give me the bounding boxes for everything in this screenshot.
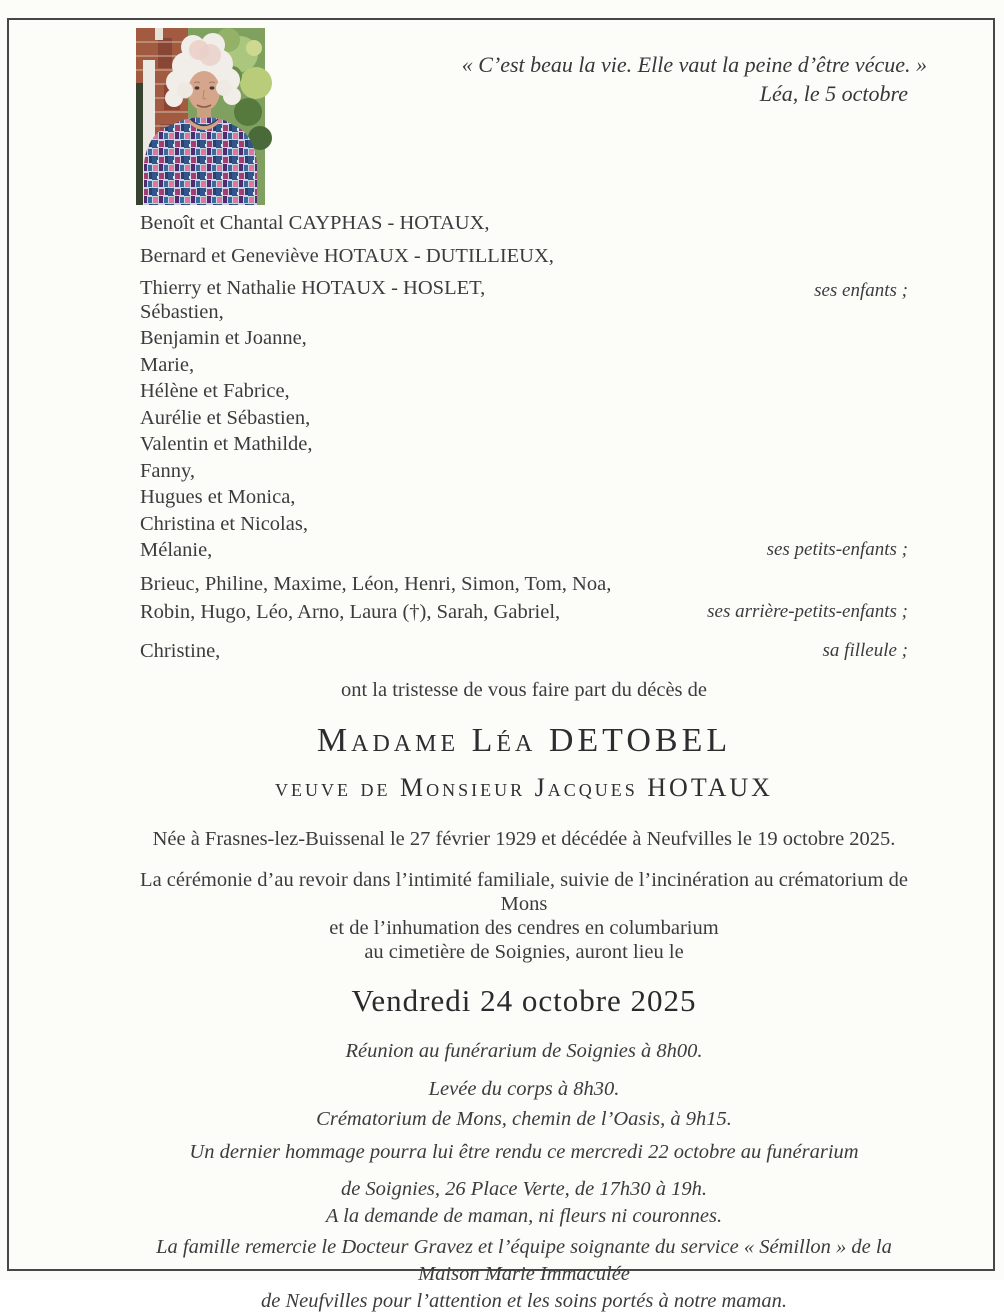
schedule-line: Réunion au funérarium de Soignies à 8h00.: [345, 1040, 703, 1062]
portrait-photo-illustration: [136, 28, 265, 205]
mourner-line: Brieuc, Philine, Maxime, Léon, Henri, Simon, Tom, Noa,: [140, 572, 612, 595]
relation-label-goddaughter: sa filleule ;: [822, 639, 908, 661]
tribute-line: Un dernier hommage pourra lui être rendu ce mercredi 22 octobre au funérarium: [189, 1141, 859, 1163]
mourner-line: Robin, Hugo, Léo, Arno, Laura (†), Sarah, Gabriel,: [140, 600, 561, 623]
mourner-line: Sébastien,: [140, 300, 224, 323]
tribute-line: A la demande de maman, ni fleurs ni couronnes.: [325, 1205, 723, 1227]
ceremony-paragraph: [140, 868, 908, 964]
children-group: [140, 207, 908, 305]
mourner-line: Thierry et Nathalie HOTAUX - HOSLET,: [140, 277, 486, 299]
mourner-line: Fanny,: [140, 459, 196, 482]
ceremony-line: au cimetière de Soignies, auront lieu le: [364, 941, 684, 963]
relation-label-grandchildren: ses petits-enfants ;: [766, 538, 908, 560]
birth-death-line: Née à Frasnes-lez-Buissenal le 27 février 1929 et décédée à Neufvilles le 19 octobre 2025.: [152, 828, 896, 850]
relation-label-children: ses enfants ;: [814, 279, 908, 301]
portrait-photo: [136, 28, 265, 205]
mourner-line: Bernard et Geneviève HOTAUX - DUTILLIEUX,: [140, 244, 554, 267]
mourner-line: Christina et Nicolas,: [140, 512, 308, 535]
mourner-line: Hélène et Fabrice,: [140, 380, 290, 402]
goddaughter-group: [140, 637, 908, 665]
funeral-date-heading: Vendredi 24 octobre 2025: [351, 983, 697, 1018]
schedule-line: Crématorium de Mons, chemin de l’Oasis, à 9h15.: [316, 1108, 732, 1130]
thanks-line: La famille remercie le Docteur Gravez et l’équipe soignante du service « Sémillon » de la Maison Marie Immaculée: [156, 1236, 892, 1285]
great-grandchildren-group: [140, 570, 908, 626]
announcement-line: ont la tristesse de vous faire part du décès de: [340, 679, 708, 701]
ceremony-line: La cérémonie d’au revoir dans l’intimité familiale, suivie de l’incinération au crématorium de Mons: [140, 869, 908, 915]
announcement-section: [140, 678, 908, 1315]
mourner-line: Valentin et Mathilde,: [140, 433, 313, 455]
memorial-quote: « C’est beau la vie. Elle vaut la peine d’être vécue. »: [461, 52, 927, 77]
ceremony-line: et de l’inhumation des cendres en columbarium: [329, 917, 719, 939]
grandchildren-group: [140, 299, 908, 564]
mourner-line: Hugues et Monica,: [140, 486, 296, 508]
deceased-subtitle: veuve de Monsieur Jacques HOTAUX: [275, 773, 773, 802]
schedule-line: Levée du corps à 8h30.: [428, 1078, 620, 1100]
mourner-line: Benjamin et Joanne,: [140, 327, 307, 349]
mourner-line: Marie,: [140, 353, 195, 376]
thanks-line: de Neufvilles pour l’attention et les soins portés à notre maman.: [261, 1290, 787, 1312]
thanks-paragraph: [140, 1234, 908, 1315]
mourners-section: [140, 207, 908, 665]
mourner-line: Aurélie et Sébastien,: [140, 406, 311, 429]
mourner-line: Mélanie,: [140, 539, 213, 561]
blouse: [144, 118, 257, 205]
mourner-line: Christine,: [140, 639, 221, 662]
memorial-quote-block: [462, 50, 927, 108]
tribute-line: de Soignies, 26 Place Verte, de 17h30 à 19h.: [340, 1178, 708, 1200]
deceased-name: Madame Léa DETOBEL: [316, 722, 732, 759]
relation-label-great-grandchildren: ses arrière-petits-enfants ;: [707, 600, 908, 622]
quote-attribution: Léa, le 5 octobre: [759, 81, 908, 106]
mourner-line: Benoît et Chantal CAYPHAS - HOTAUX,: [140, 212, 490, 234]
